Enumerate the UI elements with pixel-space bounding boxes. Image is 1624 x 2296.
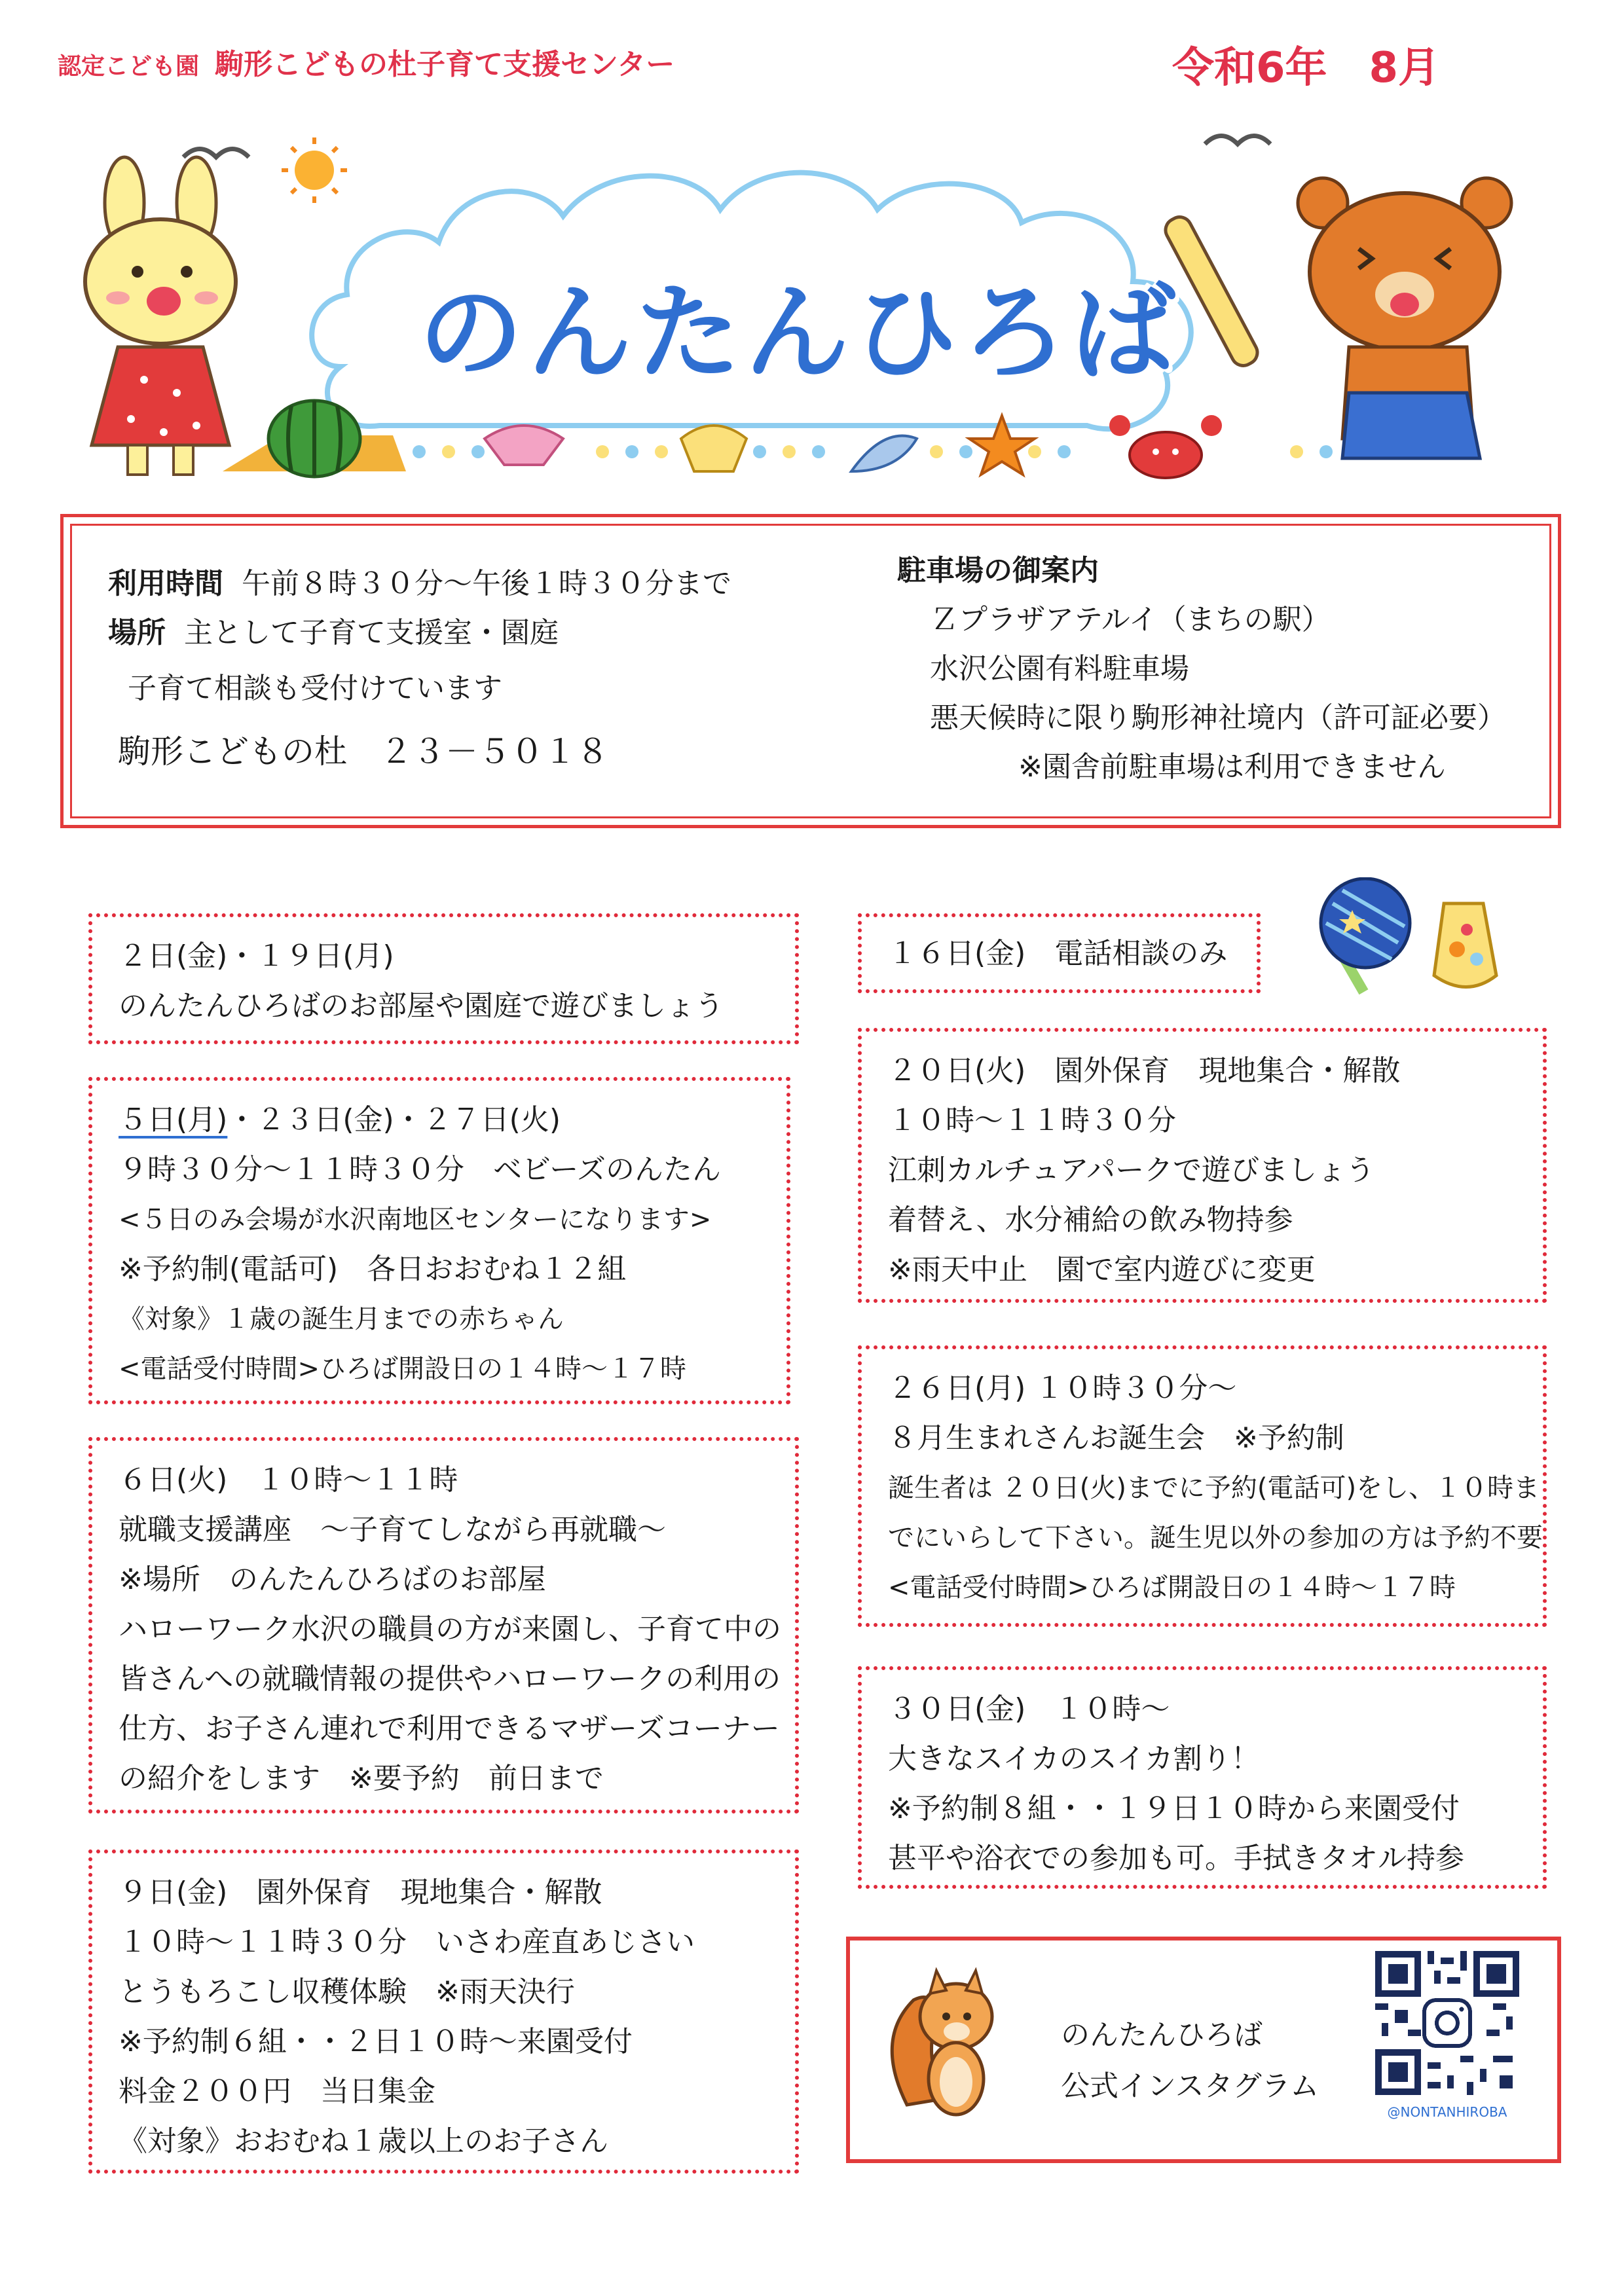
event-date: ２０日(火) 園外保育 現地集合・解散 — [888, 1054, 1401, 1087]
seagull-icon — [1205, 136, 1270, 145]
event-date-underlined: ５日(月) — [119, 1103, 228, 1137]
event-rain-note: ※雨天中止 園で室内遊びに変更 — [888, 1253, 1316, 1286]
event-target: 《対象》１歳の誕生月までの赤ちゃん — [119, 1304, 564, 1334]
event-desc-3: 仕方、お子さん連れで利用できるマザーズコーナー — [119, 1712, 780, 1745]
place-label: 場所 — [108, 616, 166, 649]
event-place: 江刺カルチュアパークで遊びましょう — [888, 1154, 1375, 1187]
event-box-watermelon-split — [858, 1666, 1547, 1889]
event-date-rest: ・２３日(金)・２７日(火) — [227, 1103, 561, 1137]
event-box-babies — [88, 1077, 790, 1404]
event-date: ６日(火) １０時～１１時 — [119, 1463, 458, 1497]
event-box-corn-harvest — [88, 1850, 799, 2174]
event-desc-4: の紹介をします ※要予約 前日まで — [119, 1762, 604, 1795]
event-box-2-19 — [88, 913, 799, 1044]
event-desc-2: 皆さんへの就職情報の提供やハローワークの利用の — [119, 1662, 781, 1696]
event-title: ８月生まれさんお誕生会 ※予約制 — [888, 1421, 1344, 1455]
event-time: １０時～１１時３０分 — [888, 1104, 1176, 1137]
event-title: 大きなスイカのスイカ割り！ — [888, 1742, 1260, 1776]
event-desc-2: でにいらして下さい。誕生児以外の参加の方は予約不要 — [888, 1523, 1543, 1553]
blue-shell-icon — [851, 436, 917, 471]
place-value: 主として子育て支援室・園庭 — [184, 616, 559, 649]
hours-value: 午前８時３０分～午後１時３０分まで — [242, 567, 731, 600]
event-note: 甚平や浴衣での参加も可。手拭きタオル持参 — [888, 1842, 1464, 1875]
event-time: ９時３０分～１１時３０分 ベビーズのんたん — [119, 1153, 722, 1186]
facility-prefix: 認定こども園 — [58, 53, 200, 80]
hours-label: 利用時間 — [108, 567, 223, 600]
event-fee: 料金２００円 当日集金 — [119, 2075, 435, 2108]
sun-icon — [282, 137, 347, 203]
event-date: ２６日(月) １０時３０分～ — [888, 1372, 1237, 1405]
instagram-label-2: 公式インスタグラム — [1061, 2069, 1320, 2103]
phone-line: 駒形こどもの杜 ２３－５０１８ — [118, 733, 609, 771]
event-box-outing-culture-park — [858, 1028, 1547, 1303]
facility-title: 駒形こどもの杜子育て支援センター — [215, 48, 675, 81]
event-box-phone-only — [858, 913, 1261, 993]
pink-shell-icon — [485, 426, 563, 465]
crab-icon — [1109, 415, 1222, 478]
event-date: １６日(金) 電話相談のみ — [888, 937, 1228, 970]
yellow-shell-icon — [681, 426, 747, 471]
parking-option-1: Ｚプラザアテルイ（まちの駅） — [930, 603, 1331, 636]
uchiwa-fan-icon — [1321, 879, 1410, 994]
event-desc-1: 誕生者は ２０日(火)までに予約(電話可)をし、１０時ま — [888, 1473, 1540, 1503]
event-reservation: ※予約制８組・・１９日１０時から来園受付 — [888, 1792, 1460, 1825]
event-bring: 着替え、水分補給の飲み物持参 — [888, 1203, 1293, 1237]
event-date — [119, 1095, 760, 1145]
event-target: 《対象》おおむね１歳以上のお子さん — [119, 2124, 608, 2158]
seagull-icon — [183, 149, 249, 158]
event-title: 就職支援講座 ～子育てしながら再就職～ — [119, 1513, 666, 1546]
event-time-place: １０時～１１時３０分 いさわ産直あじさい — [119, 1925, 695, 1959]
event-box-job-support — [88, 1437, 799, 1813]
parking-note: ※園舎前駐車場は利用できません — [1018, 750, 1446, 784]
event-desc-1: ハローワーク水沢の職員の方が来園し、子育て中の — [119, 1613, 781, 1646]
squirrel-illustration — [887, 1961, 999, 2124]
issue-date: 令和6年 8月 — [1172, 44, 1441, 92]
fan-and-bag-illustration — [1306, 877, 1506, 998]
event-phone-hours: <電話受付時間>ひろば開設日の１４時～１７時 — [119, 1354, 687, 1384]
parking-title: 駐車場の御案内 — [897, 554, 1099, 587]
event-reservation: ※予約制(電話可) 各日おおむね１２組 — [119, 1252, 627, 1286]
drawstring-bag-icon — [1434, 903, 1496, 987]
parking-option-3: 悪天候時に限り駒形神社境内（許可証必要） — [930, 701, 1506, 735]
event-activity: とうもろこし収穫体験 ※雨天決行 — [119, 1975, 575, 2009]
instagram-handle: @NONTANHIROBA — [1387, 2104, 1507, 2120]
event-reservation: ※予約制６組・・２日１０時～来園受付 — [119, 2025, 633, 2058]
place-line — [108, 609, 559, 651]
consult-note: 子育て相談も受付けています — [128, 672, 502, 705]
event-place: ※場所 のんたんひろばのお部屋 — [119, 1563, 546, 1596]
hours-line — [108, 560, 731, 602]
page-title: のんたんひろば — [418, 272, 1179, 394]
event-date: ９日(金) 園外保育 現地集合・解散 — [119, 1876, 602, 1909]
event-date: ３０日(金) １０時～ — [888, 1692, 1170, 1726]
event-phone-hours: <電話受付時間>ひろば開設日の１４時～１７時 — [888, 1573, 1456, 1603]
instagram-qr-code[interactable] — [1375, 1951, 1519, 2095]
instagram-label-1: のんたんひろば — [1061, 2018, 1263, 2052]
rabbit-character — [85, 157, 236, 475]
event-date: ２日(金)・１９日(月) — [119, 939, 394, 973]
facility-name — [58, 41, 674, 82]
parking-option-2: 水沢公園有料駐車場 — [930, 652, 1189, 685]
event-venue-note: <５日のみ会場が水沢南地区センターになります> — [119, 1205, 712, 1235]
event-box-birthday — [858, 1345, 1547, 1627]
event-desc: のんたんひろばのお部屋や園庭で遊びましょう — [119, 989, 724, 1023]
